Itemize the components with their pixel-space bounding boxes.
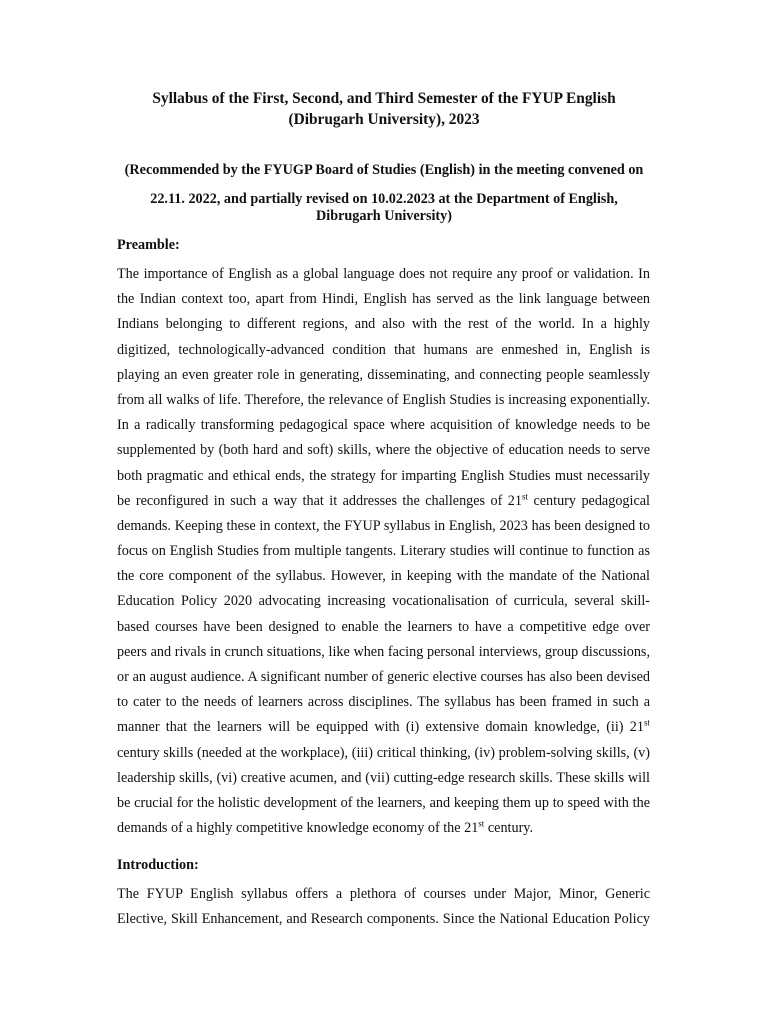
subtitle-line-2: 22.11. 2022, and partially revised on 10.02.2023 at the Department of English,	[150, 191, 618, 207]
preamble-line: be crucial for the holistic development of the learners, and keeping them up to speed with the	[117, 794, 650, 811]
subtitle-block	[100, 191, 668, 225]
preamble-line: In a radically transforming pedagogical space where acquisition of knowledge needs to be	[117, 417, 650, 434]
preamble-line-text: demands of a highly competitive knowledge economy of the 21	[117, 820, 479, 837]
preamble-line-with-superscript	[117, 489, 650, 514]
title-line-1: Syllabus of the First, Second, and Third Semester of the FYUP English	[152, 90, 616, 107]
preamble-line: century skills (needed at the workplace), (iii) critical thinking, (iv) problem-solving skills, (v)	[117, 744, 650, 761]
preamble-line: leadership skills, (vi) creative acumen, and (vii) cutting-edge research skills. These skills will	[117, 769, 650, 786]
preamble-line: the core component of the syllabus. However, in keeping with the mandate of the National	[117, 568, 650, 585]
preamble-line: supplemented by (both hard and soft) skills, where the objective of education needs to serve	[117, 442, 650, 459]
preamble-line-text: be reconfigured in such a way that it addresses the challenges of 21	[117, 492, 522, 509]
superscript: st	[478, 818, 485, 829]
introduction-line: The FYUP English syllabus offers a plethora of courses under Major, Minor, Generic	[117, 886, 650, 902]
preamble-line-tail: century pedagogical	[528, 492, 650, 509]
preamble-line: to cater to the needs of learners across disciplines. The syllabus has been framed in such a	[117, 694, 650, 711]
subtitle-line-1: (Recommended by the FYUGP Board of Studies (English) in the meeting convened on	[124, 162, 644, 178]
preamble-line: focus on English Studies from multiple tangents. Literary studies will continue to function as	[117, 543, 650, 560]
preamble-heading: Preamble:	[117, 237, 180, 253]
subtitle-line-3: Dibrugarh University)	[316, 208, 452, 224]
preamble-line: The importance of English as a global language does not require any proof or validation. In	[117, 266, 650, 282]
preamble-line: peers and rivals in crunch situations, like when facing personal interviews, group discussions,	[117, 643, 650, 660]
preamble-line-tail: century.	[484, 820, 534, 837]
introduction-paragraph	[117, 882, 650, 932]
preamble-line: demands. Keeping these in context, the FYUP syllabus in English, 2023 has been designed to	[117, 517, 650, 534]
preamble-line: the Indian context too, apart from Hindi, English has served as the link language between	[117, 291, 650, 308]
preamble-line-with-superscript	[117, 715, 650, 740]
preamble-line: from all walks of life. Therefore, the relevance of English Studies is increasing exponentially.	[117, 391, 650, 408]
preamble-line: Education Policy 2020 advocating increasing vocationalisation of curricula, several skill-	[117, 593, 650, 610]
introduction-heading: Introduction:	[117, 857, 199, 873]
preamble-line: playing an even greater role in generating, disseminating, and connecting people seamlessly	[117, 366, 650, 383]
preamble-line: or an august audience. A significant number of generic elective courses has also been devised	[117, 669, 650, 685]
preamble-line: Indians belonging to different regions, and also with the rest of the world. In a highly	[117, 316, 650, 333]
introduction-line: Elective, Skill Enhancement, and Research components. Since the National Education Policy	[117, 911, 650, 928]
preamble-line: based courses have been designed to enable the learners to have a competitive edge over	[117, 618, 650, 635]
preamble-line-with-superscript	[117, 816, 650, 841]
preamble-line-text: manner that the learners will be equipped with (i) extensive domain knowledge, (ii) 21	[117, 719, 644, 736]
preamble-line: both pragmatic and ethical ends, the strategy for imparting English Studies must necessarily	[117, 467, 650, 484]
document-title	[100, 88, 668, 130]
preamble-line: digitized, technologically-advanced condition that humans are enmeshed in, English is	[117, 341, 650, 358]
title-line-2: (Dibrugarh University), 2023	[288, 111, 480, 128]
preamble-paragraph	[117, 262, 650, 841]
superscript: st	[521, 490, 528, 501]
superscript: st	[643, 717, 650, 728]
